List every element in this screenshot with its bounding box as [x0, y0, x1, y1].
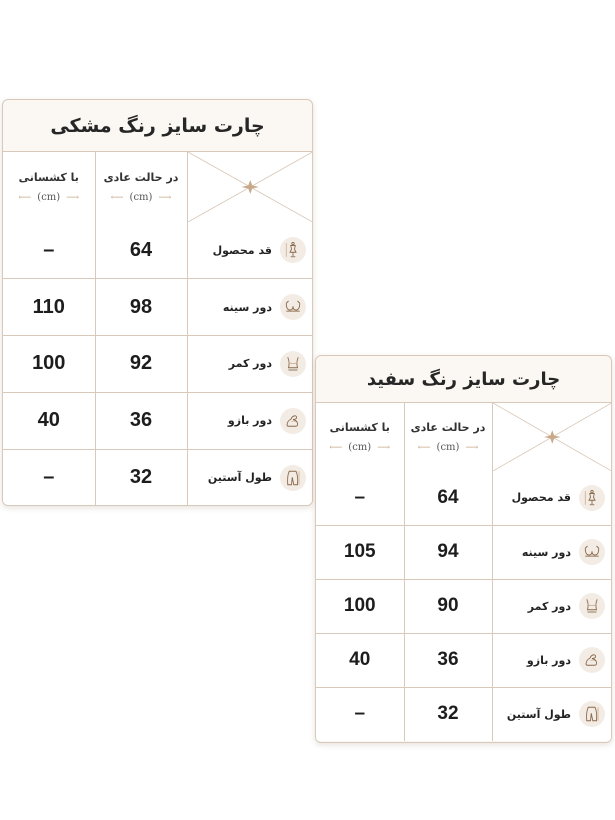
measurement-label: قد محصول [212, 243, 272, 257]
table-row [316, 687, 611, 741]
measurement-label-cell [492, 471, 611, 525]
stretch-value-cell [316, 525, 404, 579]
normal-value: 32 [437, 703, 459, 725]
header-stretch-label: با کشسانی [18, 171, 79, 184]
table-header-row [316, 403, 611, 471]
size-table [316, 403, 611, 741]
size-chart-black-card [2, 99, 313, 506]
stretch-value-cell [316, 579, 404, 633]
normal-value: 90 [437, 595, 459, 616]
normal-value-cell [95, 449, 187, 506]
stretch-value-cell [3, 279, 95, 336]
arm-icon [579, 647, 605, 673]
waist-icon [280, 351, 306, 377]
chart-title: چارت سایز رنگ سفید [316, 356, 611, 403]
normal-value-cell [404, 633, 492, 687]
unit-text: (cm) [129, 192, 153, 203]
bra-icon [280, 294, 306, 320]
measurement-label: دور سینه [521, 545, 571, 559]
stretch-value-cell [3, 392, 95, 449]
normal-value: 32 [129, 466, 153, 489]
header-normal [95, 152, 187, 222]
corner-diagonal-icon [493, 403, 612, 471]
measurement-label: دور سینه [222, 300, 272, 314]
measurement-label: دور بازو [227, 414, 272, 428]
unit-label [3, 192, 95, 203]
waist-icon [579, 593, 605, 619]
bra-icon [579, 539, 605, 565]
size-chart-white-card [315, 355, 612, 743]
normal-value-cell [95, 279, 187, 336]
unit-text: (cm) [37, 192, 61, 203]
stretch-value: – [354, 703, 366, 725]
stretch-value-cell [316, 633, 404, 687]
measurement-label-cell [492, 579, 611, 633]
stretch-value: – [43, 466, 55, 489]
measurement-label: دور بازو [526, 653, 571, 667]
arrow-left-icon: ⟵ [110, 192, 124, 203]
arrow-right-icon: ⟶ [158, 192, 172, 203]
normal-value-cell [404, 687, 492, 741]
corner-decoration [187, 152, 312, 222]
corner-decoration [492, 403, 611, 471]
dress-form-icon [579, 485, 605, 511]
arrow-left-icon: ⟵ [18, 192, 32, 203]
arm-icon [280, 408, 306, 434]
normal-value-cell [95, 336, 187, 393]
normal-value-cell [404, 579, 492, 633]
flourish-icon [241, 180, 258, 194]
sleeve-icon [579, 701, 605, 727]
corner-diagonal-icon [188, 152, 313, 222]
stretch-value-cell [316, 471, 404, 525]
header-normal-label: در حالت عادی [103, 171, 179, 184]
normal-value: 98 [129, 295, 153, 318]
dress-form-icon [280, 237, 306, 263]
measurement-label: دور کمر [527, 599, 571, 613]
stretch-value: – [354, 486, 366, 508]
stretch-value: 110 [32, 295, 65, 318]
arrow-right-icon: ⟶ [66, 192, 80, 203]
measurement-label: طول آستین [506, 707, 571, 721]
header-stretch [3, 152, 95, 222]
table-header-row [3, 152, 312, 222]
stretch-value-cell [3, 449, 95, 506]
stretch-value: – [43, 238, 55, 261]
table-row [316, 471, 611, 525]
measurement-label-cell [187, 222, 312, 279]
measurement-label-cell [187, 392, 312, 449]
arrow-right-icon: ⟶ [465, 442, 479, 453]
normal-value: 92 [129, 352, 153, 375]
measurement-label-cell [492, 525, 611, 579]
table-row [3, 392, 312, 449]
stretch-value: 40 [37, 409, 60, 432]
stretch-value-cell [3, 222, 95, 279]
table-row [3, 449, 312, 506]
table-row [316, 579, 611, 633]
normal-value: 36 [129, 409, 153, 432]
unit-text: (cm) [348, 442, 372, 453]
normal-value-cell [404, 525, 492, 579]
unit-label [405, 442, 492, 453]
header-stretch [316, 403, 404, 471]
normal-value: 64 [437, 486, 459, 508]
normal-value: 64 [129, 238, 153, 261]
header-normal-label: در حالت عادی [410, 421, 486, 434]
arrow-left-icon: ⟵ [417, 442, 431, 453]
header-stretch-label: با کشسانی [329, 421, 390, 434]
measurement-label-cell [492, 687, 611, 741]
size-table [3, 152, 312, 506]
measurement-label-cell [187, 449, 312, 506]
sleeve-icon [280, 465, 306, 491]
normal-value: 36 [437, 649, 459, 670]
arrow-left-icon: ⟵ [329, 442, 343, 453]
normal-value-cell [95, 392, 187, 449]
table-row [316, 525, 611, 579]
table-row [3, 222, 312, 279]
stretch-value: 105 [343, 541, 376, 562]
measurement-label-cell [492, 633, 611, 687]
measurement-label-cell [187, 336, 312, 393]
stretch-value-cell [316, 687, 404, 741]
normal-value-cell [95, 222, 187, 279]
measurement-label: قد محصول [511, 491, 571, 505]
stretch-value-cell [3, 336, 95, 393]
arrow-right-icon: ⟶ [377, 442, 391, 453]
unit-text: (cm) [436, 442, 460, 453]
unit-label [316, 442, 404, 453]
measurement-label-cell [187, 279, 312, 336]
chart-title: چارت سایز رنگ مشکی [3, 100, 312, 152]
normal-value: 94 [437, 541, 459, 562]
table-row [316, 633, 611, 687]
measurement-label: طول آستین [207, 471, 272, 485]
measurement-label: دور کمر [228, 357, 272, 371]
header-normal [404, 403, 492, 471]
unit-label [96, 192, 187, 203]
normal-value-cell [404, 471, 492, 525]
stretch-value: 100 [32, 352, 66, 375]
flourish-icon [543, 430, 560, 444]
table-row [3, 336, 312, 393]
stretch-value: 100 [343, 595, 376, 616]
stretch-value: 40 [349, 649, 371, 670]
table-row [3, 279, 312, 336]
